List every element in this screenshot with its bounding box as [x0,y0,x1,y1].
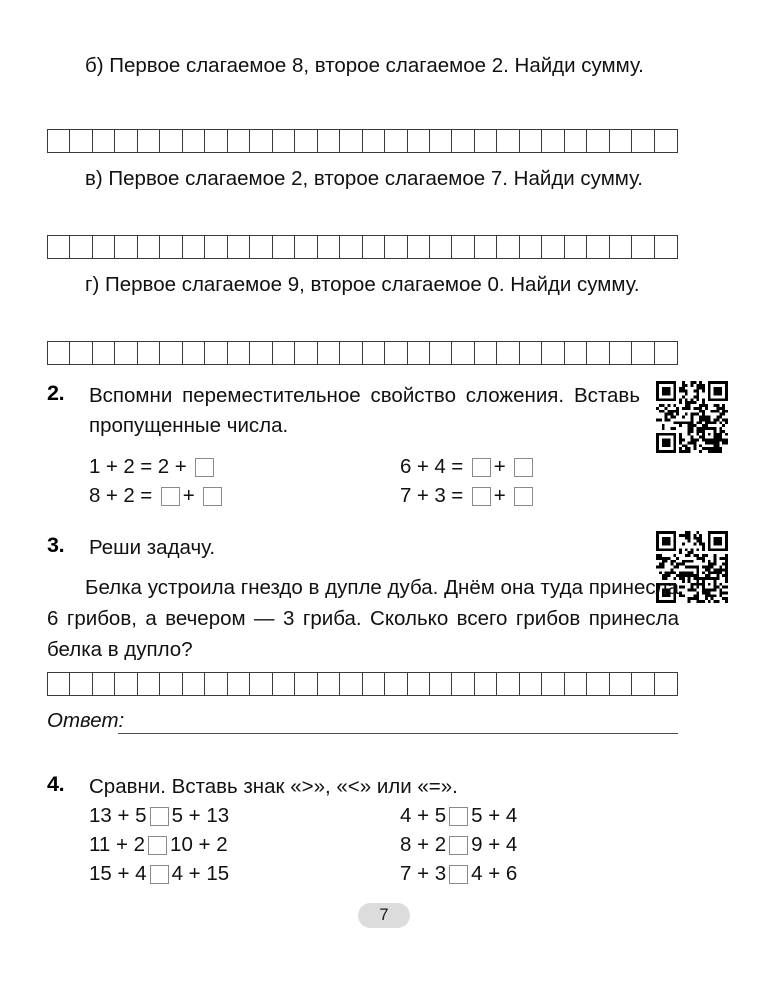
exercise2-equation-row[interactable] [89,454,217,480]
exercise4-comparison-row[interactable] [400,832,517,858]
answer-cell[interactable] [430,236,452,258]
answer-cell[interactable] [93,236,115,258]
answer-cell[interactable] [587,236,609,258]
comparison-sign-box[interactable] [150,865,169,884]
answer-cell[interactable] [430,130,452,152]
answer-cell[interactable] [542,342,564,364]
answer-cell[interactable] [520,673,542,695]
answer-cell[interactable] [205,236,227,258]
equation-token: 8 [89,484,101,507]
answer-cell[interactable] [632,236,654,258]
answer-box[interactable] [161,487,180,506]
equation-token: 3 [434,484,446,507]
answer-cell[interactable] [115,342,137,364]
exercise4-number: 4. [47,772,65,796]
answer-cell[interactable] [250,236,272,258]
answer-cell[interactable] [273,130,295,152]
answer-cell[interactable] [340,130,362,152]
answer-grid-part-g[interactable] [47,341,678,365]
answer-cell[interactable] [385,236,407,258]
answer-cell[interactable] [408,130,430,152]
answer-cell[interactable] [318,673,340,695]
answer-cell[interactable] [115,130,137,152]
equation-token: + [174,455,187,478]
answer-cell[interactable] [385,130,407,152]
answer-box[interactable] [195,458,214,477]
comparison-right-expression: 4 + 6 [471,862,518,885]
answer-cell[interactable] [587,130,609,152]
answer-cell[interactable] [115,236,137,258]
answer-cell[interactable] [340,236,362,258]
answer-cell[interactable] [160,673,182,695]
exercise4-comparison-row[interactable] [89,861,229,887]
comparison-sign-box[interactable] [449,865,468,884]
answer-cell[interactable] [542,236,564,258]
answer-cell[interactable] [565,673,587,695]
answer-cell[interactable] [520,236,542,258]
equation-token: + [416,484,429,507]
equation-token: + [182,484,195,507]
answer-cell[interactable] [160,342,182,364]
answer-cell[interactable] [48,130,70,152]
answer-cell[interactable] [48,236,70,258]
answer-cell[interactable] [475,130,497,152]
equation-token: = [140,455,153,478]
equation-token: + [416,455,429,478]
comparison-right-expression: 5 + 13 [171,804,230,827]
answer-box[interactable] [472,487,491,506]
answer-cell[interactable] [632,342,654,364]
equation-token: + [105,484,118,507]
page-number: 7 [379,906,389,924]
equation-token: + [493,455,506,478]
answer-cell[interactable] [587,673,609,695]
answer-cell[interactable] [115,673,137,695]
exercise1-part-b-text: б) Первое слагаемое 8, второе слагаемое 2. Найди сумму. [85,54,644,77]
answer-grid-part-b[interactable] [47,129,678,153]
answer-cell[interactable] [520,342,542,364]
answer-cell[interactable] [183,236,205,258]
answer-cell[interactable] [205,673,227,695]
comparison-right-expression: 10 + 2 [170,833,228,856]
answer-cell[interactable] [93,673,115,695]
answer-cell[interactable] [565,236,587,258]
answer-box[interactable] [514,458,533,477]
answer-cell[interactable] [655,236,677,258]
answer-cell[interactable] [318,236,340,258]
equation-token: 6 [400,455,412,478]
answer-cell[interactable] [385,342,407,364]
qr-code-exercise2[interactable] [656,381,728,453]
answer-cell[interactable] [497,342,519,364]
answer-cell[interactable] [160,236,182,258]
answer-cell[interactable] [70,673,92,695]
answer-cell[interactable] [250,673,272,695]
answer-cell[interactable] [452,342,474,364]
answer-cell[interactable] [587,342,609,364]
answer-cell[interactable] [452,236,474,258]
answer-cell[interactable] [610,130,632,152]
answer-cell[interactable] [295,673,317,695]
equation-token: + [105,455,118,478]
answer-box[interactable] [472,458,491,477]
answer-cell[interactable] [363,130,385,152]
answer-cell[interactable] [228,130,250,152]
comparison-left-expression: 7 + 3 [400,862,447,885]
answer-cell[interactable] [295,130,317,152]
exercise2-equation-row[interactable] [89,483,225,509]
answer-cell[interactable] [138,342,160,364]
answer-cell[interactable] [340,342,362,364]
answer-write-line[interactable] [118,733,678,734]
exercise4-comparison-row[interactable] [400,861,517,887]
exercise4-prompt: Сравни. Вставь знак «>», «<» или «=». [89,775,458,798]
comparison-sign-box[interactable] [449,836,468,855]
answer-cell[interactable] [250,342,272,364]
answer-cell[interactable] [655,342,677,364]
comparison-left-expression: 4 + 5 [400,804,447,827]
comparison-left-expression: 13 + 5 [89,804,147,827]
answer-cell[interactable] [408,236,430,258]
comparison-sign-box[interactable] [449,807,468,826]
answer-cell[interactable] [183,342,205,364]
answer-cell[interactable] [205,130,227,152]
answer-cell[interactable] [70,130,92,152]
answer-cell[interactable] [632,673,654,695]
exercise1-part-g-text: г) Первое слагаемое 9, второе слагаемое 0. Найди сумму. [85,273,640,296]
exercise3-number: 3. [47,533,65,557]
answer-cell[interactable] [452,130,474,152]
answer-cell[interactable] [318,342,340,364]
exercise2-number: 2. [47,381,65,405]
answer-cell[interactable] [318,130,340,152]
answer-cell[interactable] [430,673,452,695]
equation-token: + [493,484,506,507]
answer-cell[interactable] [183,673,205,695]
answer-cell[interactable] [363,342,385,364]
answer-cell[interactable] [565,130,587,152]
answer-cell[interactable] [273,342,295,364]
equation-token: 1 [89,455,101,478]
answer-cell[interactable] [542,673,564,695]
equation-token: 2 [123,455,135,478]
comparison-sign-box[interactable] [148,836,167,855]
comparison-right-expression: 5 + 4 [471,804,518,827]
exercise2-equation-row[interactable] [400,454,536,480]
answer-cell[interactable] [295,236,317,258]
answer-cell[interactable] [93,130,115,152]
equation-token: 2 [157,455,170,478]
answer-cell[interactable] [183,130,205,152]
answer-cell[interactable] [228,673,250,695]
answer-cell[interactable] [565,342,587,364]
answer-cell[interactable] [70,342,92,364]
comparison-sign-box[interactable] [150,807,169,826]
answer-cell[interactable] [138,236,160,258]
answer-cell[interactable] [70,236,92,258]
answer-cell[interactable] [655,130,677,152]
answer-cell[interactable] [610,236,632,258]
answer-cell[interactable] [138,673,160,695]
comparison-right-expression: 9 + 4 [471,833,518,856]
answer-cell[interactable] [273,236,295,258]
page-number-pill [358,903,410,928]
answer-cell[interactable] [408,673,430,695]
answer-cell[interactable] [452,673,474,695]
answer-cell[interactable] [610,342,632,364]
answer-cell[interactable] [497,130,519,152]
answer-cell[interactable] [205,342,227,364]
answer-box[interactable] [203,487,222,506]
answer-cell[interactable] [228,342,250,364]
answer-cell[interactable] [408,342,430,364]
answer-cell[interactable] [295,342,317,364]
answer-cell[interactable] [48,342,70,364]
answer-cell[interactable] [475,342,497,364]
answer-cell[interactable] [93,342,115,364]
answer-cell[interactable] [655,673,677,695]
answer-cell[interactable] [475,673,497,695]
answer-cell[interactable] [340,673,362,695]
answer-cell[interactable] [363,673,385,695]
comparison-left-expression: 11 + 2 [89,833,146,856]
exercise2-equation-row[interactable] [400,483,536,509]
answer-cell[interactable] [363,236,385,258]
equation-token: = [451,484,464,507]
answer-cell[interactable] [497,236,519,258]
equation-token: 4 [434,455,446,478]
answer-cell[interactable] [632,130,654,152]
answer-cell[interactable] [228,236,250,258]
equation-token: = [140,484,153,507]
answer-cell[interactable] [273,673,295,695]
equation-token: 2 [123,484,135,507]
comparison-right-expression: 4 + 15 [171,862,230,885]
answer-box[interactable] [514,487,533,506]
comparison-left-expression: 15 + 4 [89,862,147,885]
answer-label: Ответ: [47,709,125,732]
answer-cell[interactable] [520,130,542,152]
exercise2-prompt: Вспомни переместительное свойство сложения. Вставь пропущенные числа. [89,384,640,437]
comparison-left-expression: 8 + 2 [400,833,447,856]
exercise1-part-v-text: в) Первое слагаемое 2, второе слагаемое 7. Найди сумму. [85,167,644,190]
exercise3-problem-text: Белка устроила гнездо в дупле дуба. Днём она туда принесла 6 грибов, а вечером — 3 гриба. Сколько всего грибов принесла белка в дупло? [47,576,679,661]
answer-cell[interactable] [542,130,564,152]
equation-token: = [451,455,464,478]
exercise4-comparison-row[interactable] [400,803,517,829]
answer-cell[interactable] [475,236,497,258]
answer-cell[interactable] [430,342,452,364]
equation-token: 7 [400,484,412,507]
exercise4-comparison-row[interactable] [89,832,228,858]
exercise3-prompt: Реши задачу. [89,536,216,559]
answer-cell[interactable] [160,130,182,152]
answer-cell[interactable] [385,673,407,695]
answer-cell[interactable] [610,673,632,695]
answer-cell[interactable] [497,673,519,695]
answer-cell[interactable] [48,673,70,695]
exercise4-comparison-row[interactable] [89,803,229,829]
answer-grid-exercise3[interactable] [47,672,678,696]
answer-cell[interactable] [250,130,272,152]
answer-cell[interactable] [138,130,160,152]
answer-grid-part-v[interactable] [47,235,678,259]
